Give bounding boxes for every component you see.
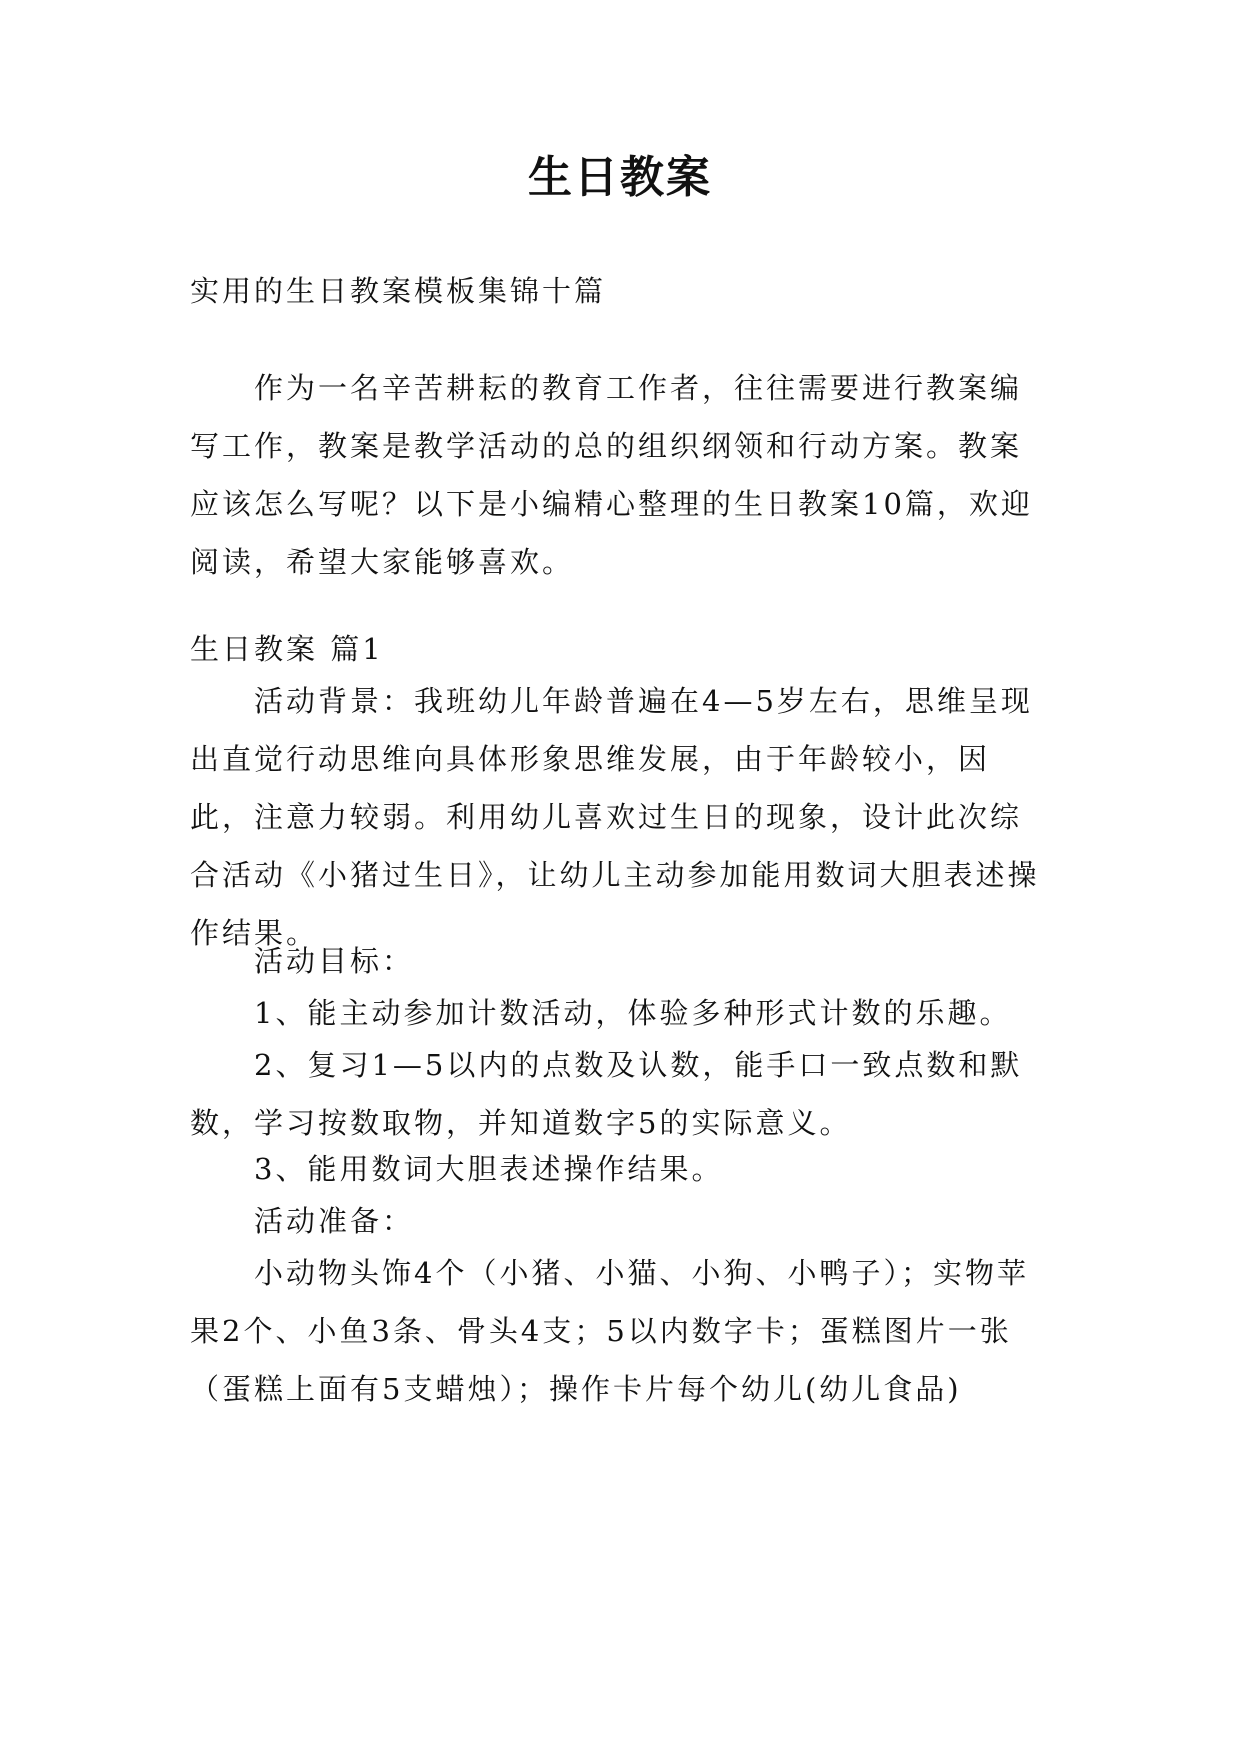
goal-item-2: 2、复习1—5以内的点数及认数，能手口一致点数和默数，学习按数取物，并知道数字5的实际意义。 xyxy=(190,1048,1023,1140)
subtitle: 实用的生日教案模板集锦十篇 xyxy=(190,274,607,308)
prep-paragraph: 小动物头饰4个（小猪、小猫、小狗、小鸭子）；实物苹果2个、小鱼3条、骨头4支；5以内数字卡；蛋糕图片一张（蛋糕上面有5支蜡烛）；操作卡片每个幼儿(幼儿食品) xyxy=(190,1256,1029,1406)
page-title: 生日教案 xyxy=(528,152,712,203)
section-heading: 生日教案 篇1 xyxy=(190,632,384,666)
document-page xyxy=(190,0,1050,1754)
goal-item-3: 3、能用数词大胆表述操作结果。 xyxy=(254,1152,724,1186)
goals-heading: 活动目标： xyxy=(254,944,415,978)
goal-item-1: 1、能主动参加计数活动，体验多种形式计数的乐趣。 xyxy=(254,996,1012,1030)
prep-heading: 活动准备： xyxy=(254,1204,415,1238)
intro-paragraph: 作为一名辛苦耕耘的教育工作者，往往需要进行教案编写工作，教案是教学活动的总的组织纲领和行动方案。教案应该怎么写呢？以下是小编精心整理的生日教案10篇，欢迎阅读，希望大家能够喜欢。 xyxy=(190,371,1033,579)
background-paragraph: 活动背景：我班幼儿年龄普遍在4—5岁左右，思维呈现出直觉行动思维向具体形象思维发展，由于年龄较小，因此，注意力较弱。利用幼儿喜欢过生日的现象，设计此次综合活动《小猪过生日》，让幼儿主动参加能用数词大胆表述操作结果。 xyxy=(190,684,1040,950)
